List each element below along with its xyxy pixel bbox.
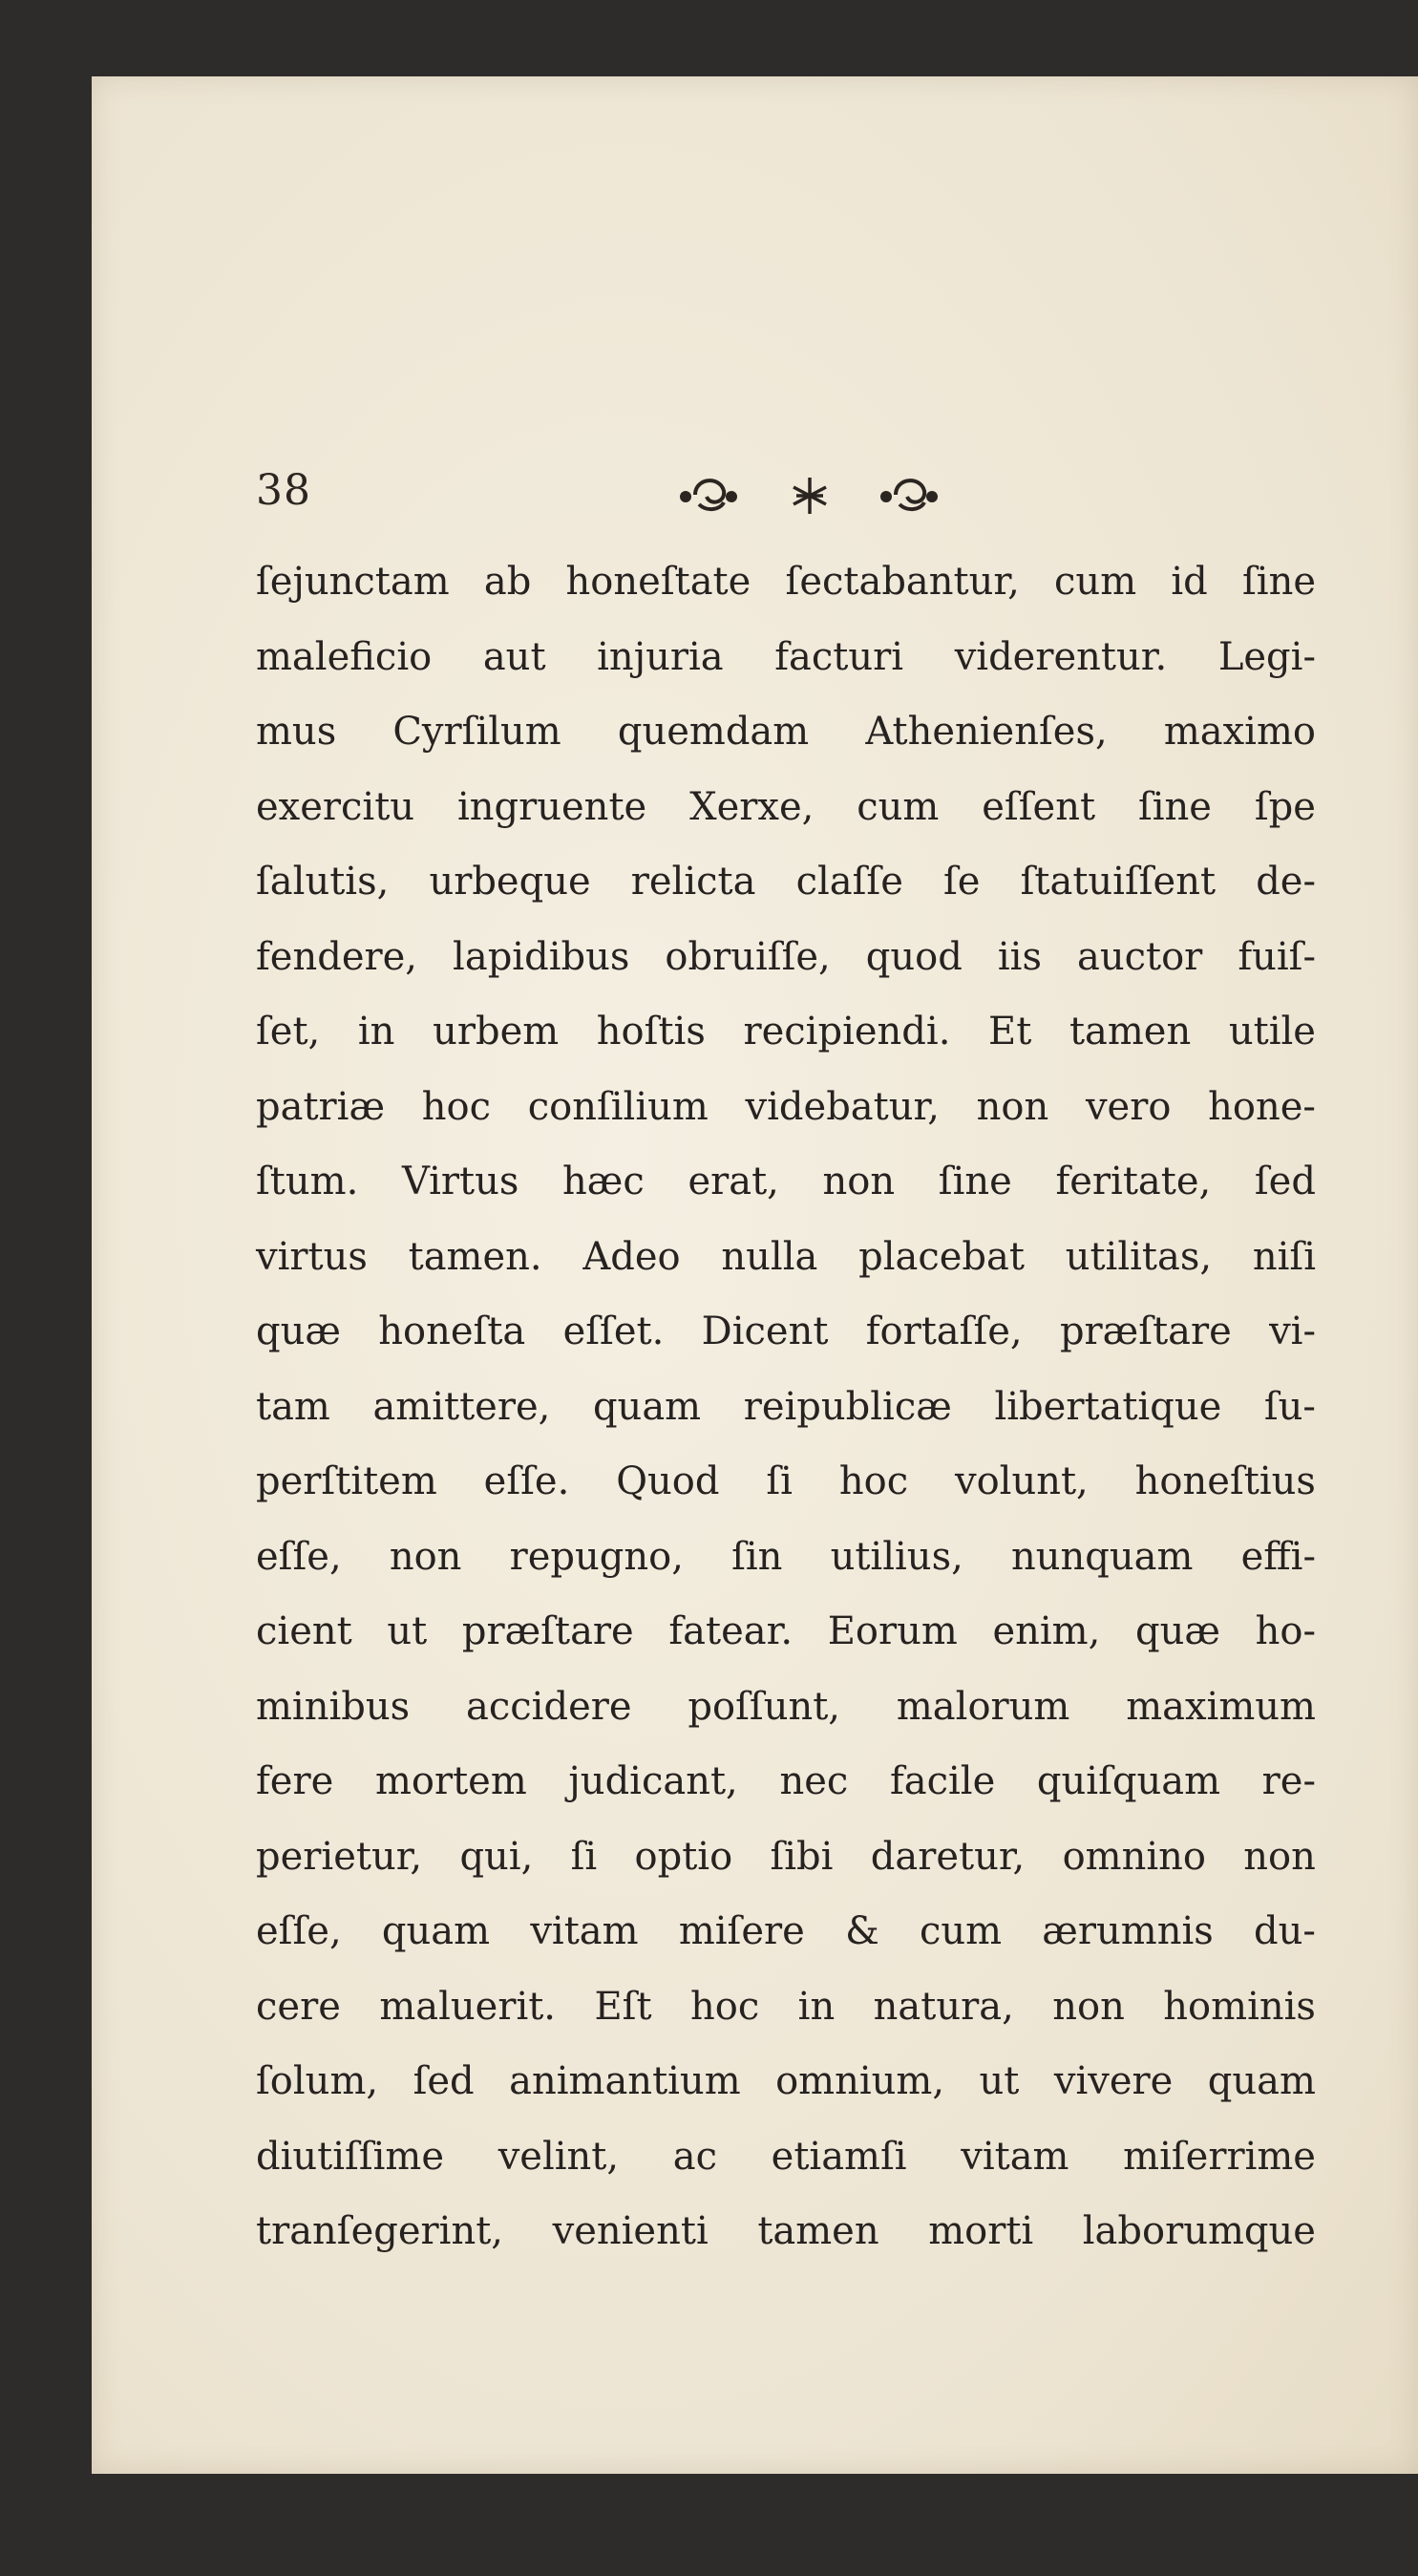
text-line: tranſegerint, venienti tamen morti laborumque: [256, 2209, 1316, 2253]
text-line: virtus tamen. Adeo nulla placebat utilitas, niſi: [256, 1234, 1316, 1279]
text-line: maleficio aut injuria facturi viderentur. Legi-: [256, 634, 1316, 679]
fleuron-star-ornament-icon: [657, 458, 963, 525]
text-line: patriæ hoc conſilium videbatur, non vero hone-: [256, 1084, 1316, 1129]
text-line: cere maluerit. Eſt hoc in natura, non hominis: [256, 1984, 1316, 2029]
text-line: ſet, in urbem hoſtis recipiendi. Et tamen utile: [256, 1010, 1316, 1054]
center-star-icon: [794, 478, 826, 514]
text-line: eſſe, quam vitam miſere & cum ærumnis du-: [256, 1909, 1316, 1953]
page-number: 38: [256, 466, 311, 515]
text-line: ſejunctam ab honeſtate ſectabantur, cum id ſine: [256, 560, 1316, 604]
text-line: ſalutis, urbeque relicta claſſe ſe ſtatuiſſent de-: [256, 860, 1316, 904]
text-line: eſſe, non repugno, ſin utilius, nunquam effi-: [256, 1534, 1316, 1579]
text-line: cient ut præſtare fatear. Eorum enim, quæ ho-: [256, 1609, 1316, 1653]
left-fleuron-icon: [682, 480, 735, 509]
book-page: [92, 76, 1418, 2474]
text-line: fendere, lapidibus obruiſſe, quod iis auctor fuiſ-: [256, 934, 1316, 979]
text-line: exercitu ingruente Xerxe, cum eſſent ſine ſpe: [256, 784, 1316, 829]
text-line: mus Cyrſilum quemdam Athenienſes, maximo: [256, 710, 1316, 754]
text-line: quæ honeſta eſſet. Dicent fortaſſe, præſtare vi-: [256, 1309, 1316, 1353]
text-line: diutiſſime velint, ac etiamſi vitam miſerrime: [256, 2134, 1316, 2179]
text-line: perietur, qui, ſi optio ſibi daretur, omnino non: [256, 1834, 1316, 1879]
body-text: [256, 544, 1316, 2269]
text-line: minibus accidere poſſunt, malorum maximum: [256, 1684, 1316, 1729]
page-header: [256, 458, 1306, 525]
text-line: ſolum, ſed animantium omnium, ut vivere quam: [256, 2059, 1316, 2103]
text-line: fere mortem judicant, nec facile quiſquam re-: [256, 1759, 1316, 1803]
text-line: tam amittere, quam reipublicæ libertatique ſu-: [256, 1384, 1316, 1429]
text-line: ſtum. Virtus hæc erat, non ſine feritate, ſed: [256, 1160, 1316, 1203]
text-line: perſtitem eſſe. Quod ſi hoc volunt, honeſtius: [256, 1459, 1316, 1503]
right-fleuron-icon: [882, 480, 936, 509]
